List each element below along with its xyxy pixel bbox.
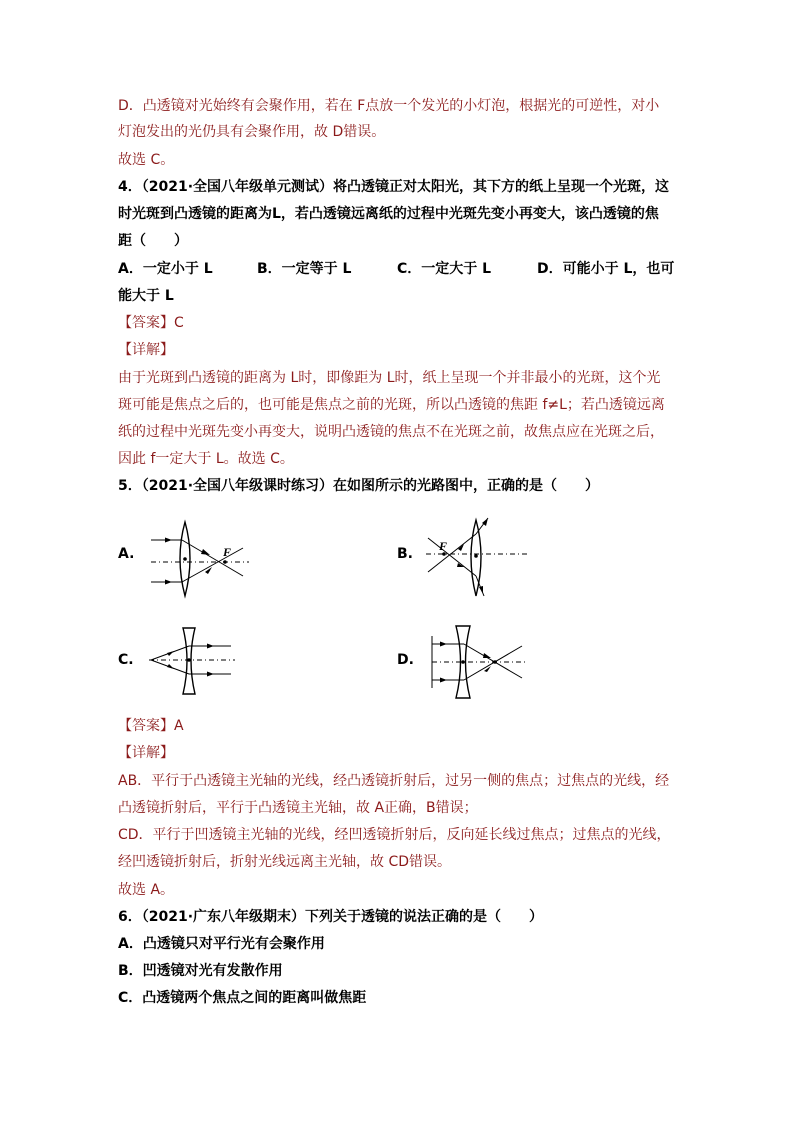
q5-figure-a-label: A. [118, 546, 135, 562]
q5-figure-d-label: D. [397, 652, 414, 668]
q4-stem-line1: 4．（2021·全国八年级单元测试）将凸透镜正对太阳光，其下方的纸上呈现一个光斑，这 [118, 179, 670, 195]
q5-figure-a-convex-lens-diagram [145, 518, 255, 600]
q5-choose: 故选 A。 [118, 882, 175, 898]
q6-option-a: A．凸透镜只对平行光有会聚作用 [118, 936, 325, 952]
q4-answer: 【答案】C [118, 315, 184, 331]
q4-detail-line2: 斑可能是焦点之后的，也可能是焦点之前的光斑，所以凸透镜的焦距 f≠L；若凸透镜远离 [118, 397, 665, 413]
q5-figure-b-convex-lens-diagram [422, 514, 534, 600]
q5-figure-b-label: B. [397, 546, 413, 562]
q4-stem-line2: 时光斑到凸透镜的距离为L，若凸透镜远离纸的过程中光斑先变小再变大，该凸透镜的焦 [118, 206, 659, 222]
q6-stem: 6．（2021·广东八年级期末）下列关于透镜的说法正确的是（ ） [118, 909, 544, 925]
q4-detail-line1: 由于光斑到凸透镜的距离为 L时，即像距为 L时，纸上呈现一个并非最小的光斑，这个光 [118, 370, 661, 386]
q4-detail-line4: 因此 f一定大于 L。故选 C。 [118, 451, 294, 467]
q5-detail-line1: AB．平行于凸透镜主光轴的光线，经凸透镜折射后，过另一侧的焦点；过焦点的光线，经 [118, 773, 670, 789]
q4-stem-line3: 距（ ） [118, 233, 188, 249]
q4-option-d-line2: 能大于 L [118, 288, 174, 304]
q3-choose: 故选 C。 [118, 152, 175, 168]
q5-detail-line2: 凸透镜折射后，平行于凸透镜主光轴，故 A正确，B错误； [118, 800, 478, 816]
q5-figure-b-focus-label: F [439, 539, 448, 553]
q5-figure-c-label: C. [118, 652, 134, 668]
q4-option-c: C．一定大于 L [397, 261, 492, 277]
q5-figure-c-concave-lens-diagram [145, 624, 240, 700]
q5-detail-line4: 经凹透镜折射后，折射光线远离主光轴，故 CD错误。 [118, 854, 452, 870]
q5-figure-a-focus-label: F [223, 545, 232, 559]
q6-option-b: B．凹透镜对光有发散作用 [118, 963, 283, 979]
q5-figure-d-concave-lens-diagram [424, 624, 530, 700]
q5-answer: 【答案】A [118, 718, 184, 734]
q4-option-d-line1: D．可能小于 L，也可 [537, 261, 675, 277]
q6-option-c: C．凸透镜两个焦点之间的距离叫做焦距 [118, 990, 367, 1006]
q4-option-b: B．一定等于 L [257, 261, 352, 277]
q4-detail-line3: 纸的过程中光斑先变小再变大，说明凸透镜的焦点不在光斑之前，故焦点应在光斑之后， [118, 424, 664, 440]
q3-option-d-explanation-line1: D．凸透镜对光始终有会聚作用，若在 F点放一个发光的小灯泡，根据光的可逆性，对小 [118, 98, 660, 114]
q3-option-d-explanation-line2: 灯泡发出的光仍具有会聚作用，故 D错误。 [118, 124, 386, 140]
q4-option-a: A．一定小于 L [118, 261, 213, 277]
q5-detail-line3: CD．平行于凹透镜主光轴的光线，经凹透镜折射后，反向延长线过焦点；过焦点的光线， [118, 827, 671, 843]
q4-detail-label: 【详解】 [118, 342, 174, 358]
q5-stem: 5．（2021·全国八年级课时练习）在如图所示的光路图中，正确的是（ ） [118, 478, 600, 494]
q5-detail-label: 【详解】 [118, 745, 174, 761]
